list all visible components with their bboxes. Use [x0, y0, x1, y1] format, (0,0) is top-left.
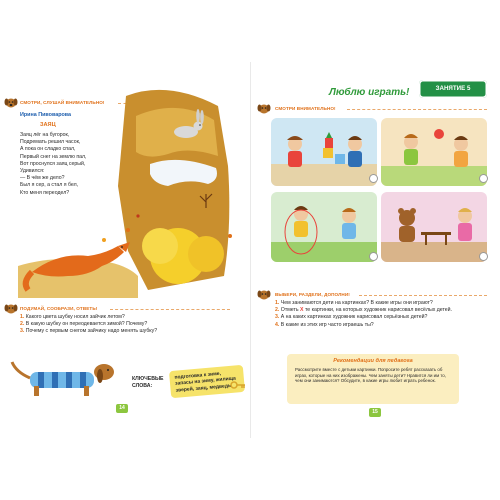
- poem-author: Ирина Пивоварова: [20, 112, 72, 118]
- section-title-listen: СМОТРИ, СЛУШАЙ ВНИМАТЕЛЬНО!: [20, 100, 105, 105]
- poem-line: Удивился:: [20, 168, 45, 175]
- question-list: [20, 314, 240, 336]
- recommendation-title: Рекомендации для педагога: [333, 358, 413, 364]
- dog-head-icon: [257, 288, 271, 300]
- key-icon: [230, 380, 246, 390]
- picture-4: [381, 192, 487, 262]
- question-item: 3. Почему с первым снегом зайчику надо менять шубку?: [20, 328, 158, 335]
- dachshund-illustration: [8, 358, 120, 404]
- section-title-look: СМОТРИ ВНИМАТЕЛЬНО!: [275, 106, 336, 111]
- right-page: [250, 62, 500, 438]
- dog-head-icon: [4, 96, 18, 108]
- task-item: 3. А на каких картинках художник нарисовал серьёзных детей?: [275, 314, 428, 321]
- picture-1: [271, 118, 377, 186]
- section-title-think: ПОДУМАЙ, СООБРАЗИ, ОТВЕТЬ!: [20, 306, 98, 311]
- question-item: 1. Какого цвета шубку носил зайчик летом?: [20, 314, 125, 320]
- task-item: 4. В какие из этих игр часто играешь ты?: [275, 321, 374, 328]
- poem-line: — В чём же дело?: [20, 175, 65, 182]
- answer-checkbox[interactable]: [479, 174, 488, 183]
- answer-checkbox[interactable]: [369, 252, 378, 261]
- keywords-label: КЛЮЧЕВЫЕ СЛОВА:: [132, 376, 164, 389]
- poem-line: Заяц лёг на бугорок,: [20, 132, 70, 138]
- dog-head-icon: [257, 102, 271, 114]
- x-mark: Х: [300, 307, 304, 314]
- lesson-badge: ЗАНЯТИЕ 5: [419, 80, 487, 98]
- poem-line: Был я сер, а стал я бел,: [20, 182, 79, 189]
- page-number: 14: [116, 404, 128, 413]
- keywords-box: подготовка к зиме, запасы на зиму, жилища зверей, заяц, медведь: [169, 365, 245, 399]
- picture-2: [381, 118, 487, 186]
- section-title-choose: ВЫБЕРИ, РАЗДЕЛИ, ДОПОЛНИ!: [275, 292, 350, 297]
- page-title: Люблю играть!: [329, 87, 410, 98]
- poem-line: Подремать решил часок,: [20, 139, 81, 146]
- autumn-illustration: [18, 76, 236, 298]
- dog-head-icon: [4, 302, 18, 314]
- answer-checkbox[interactable]: [479, 252, 488, 261]
- poem-line: Первый снег на землю пал,: [20, 153, 87, 160]
- poem-line: Кто меня переодел?: [20, 189, 70, 196]
- poem-line: А пока он сладко спал,: [20, 146, 76, 153]
- picture-3: [271, 192, 377, 262]
- task-item: 2. Отметь Х те картинки, на которых художник нарисовал весёлых детей.: [275, 307, 453, 314]
- task-list: [275, 300, 491, 329]
- poem-title: ЗАЯЦ: [40, 122, 56, 128]
- poem-line: Вот проснулся заяц серый,: [20, 160, 86, 167]
- left-page: [0, 62, 250, 438]
- question-item: 2. В какую шубку он переодевается зимой? Почему?: [20, 321, 148, 328]
- recommendation-box: [287, 354, 459, 404]
- task-item: 1. Чем занимаются дети на картинках? В какие игры они играют?: [275, 300, 433, 306]
- page-number: 15: [369, 408, 381, 417]
- recommendation-text: Рассмотрите вместе с детьми картинки. Попросите ребят рассказать об играх, которые на них изображены. Чем заняты дети? Нравится ли им то, чем они занимаются? Обсудите, в какие игры любит играть ребенок.: [295, 367, 446, 384]
- answer-checkbox[interactable]: [369, 174, 378, 183]
